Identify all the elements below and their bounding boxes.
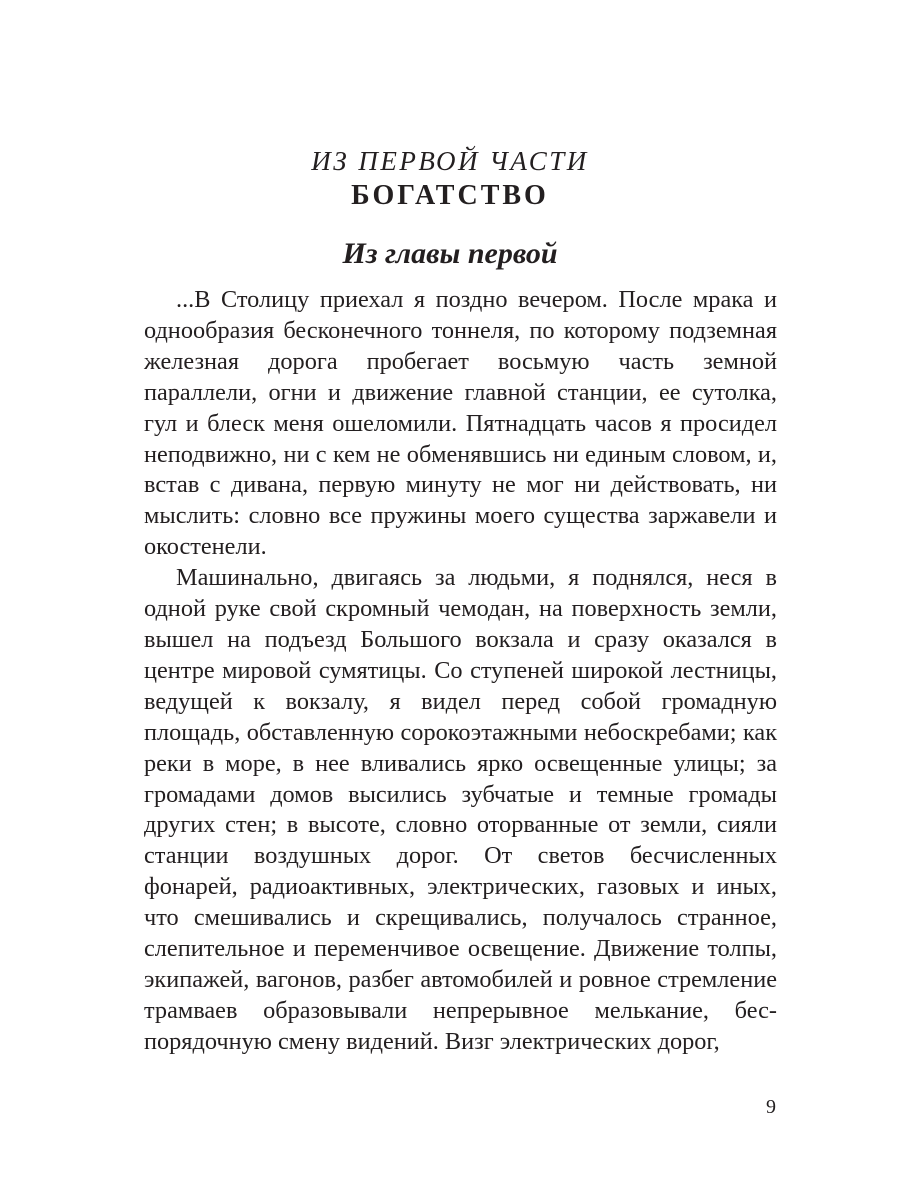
- chapter-title: Из главы первой: [342, 237, 558, 270]
- paragraph: ...В Столицу приехал я поздно вечером. После мрака и однообразия бесконечного тоннеля, по которому подземная железная дорога пробегает восьмую часть земной параллели, огни и движение главной станции, ее сутолка, гул и блеск меня ошеломили. Пятнадцать часов я просидел неподвижно, ни с кем не обменявшись ни единым словом, и, встав с дивана, первую минуту не мог ни действовать, ни мыслить: словно все пружины моего существа заржавели и окостенели.: [144, 286, 777, 561]
- part-title: ИЗ ПЕРВОЙ ЧАСТИ: [311, 146, 589, 176]
- paragraph: Машинально, двигаясь за людьми, я поднялся, неся в одной руке свой скромный чемодан, на поверхность земли, вышел на подъезд Большого вокзала и сразу оказался в центре мировой сумятицы. Со ступеней широкой лестницы, ведущей к вокзалу, я видел перед собой громадную площадь, обставленную сорокоэтажными небоскребами; как реки в море, в нее вливались ярко освещенные улицы; за громадами домов высились зубчатые и темные громады других стен; в высоте, словно оторванные от земли, сияли станции воздушных дорог. От светов бесчисленных фонарей, радиоактивных, электрических, газовых и иных, что смешивались и скрещивались, получалось странное, слепительное и переменчивое освещение. Движение толпы, экипажей, вагонов, разбег автомобилей и ровное стремление трамваев образовывали непрерывное мелькание, беспорядочную смену видений. Визг электрических дорог,: [144, 564, 777, 1055]
- page-number: 9: [766, 1096, 776, 1118]
- body-text: [144, 285, 777, 1058]
- book-title: БОГАТСТВО: [351, 180, 549, 211]
